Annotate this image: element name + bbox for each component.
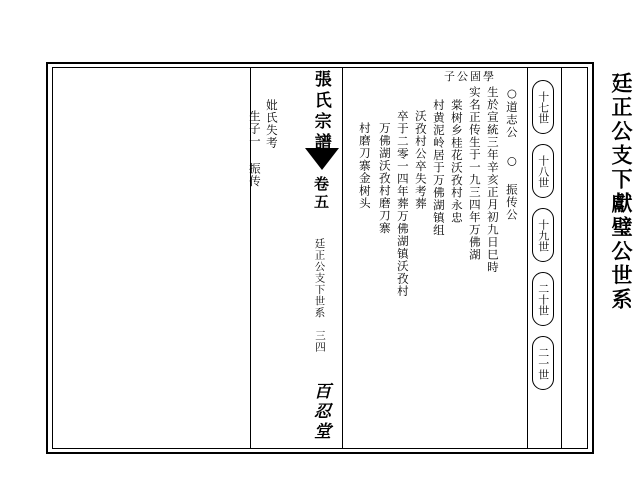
genealogy-column-6: 村黄泥岭居于万佛湖镇组 xyxy=(431,99,446,237)
generation-box-18 xyxy=(532,144,554,198)
genealogy-column-4: 实名正传生于一九三四年万佛湖 xyxy=(467,86,482,261)
page-title: 廷正公支下獻璧公世系 xyxy=(609,72,634,312)
top-note: 子公固學 xyxy=(444,70,496,83)
spine-book-title-text: 張氏宗譜 xyxy=(310,70,331,154)
generation-label: 十八世 xyxy=(536,154,550,188)
spine-section-text: 廷正公支下世系 xyxy=(313,238,326,319)
genealogy-column-7: 沃孜村公卒失考葬 xyxy=(413,110,428,210)
genealogy-column-11: 妣氏失考 xyxy=(264,99,279,149)
generation-label: 十九世 xyxy=(536,218,550,252)
genealogy-column-5: 棠树乡桂花沃孜村永忠 xyxy=(449,99,464,224)
genealogy-column-3: 生於宣統三年辛亥正月初九日巳時 xyxy=(485,86,500,274)
fish-tail-ornament xyxy=(305,148,339,170)
genealogy-column-12: 生子一 振传 xyxy=(247,110,262,188)
spine-section xyxy=(313,238,335,319)
generation-label: 十七世 xyxy=(536,90,550,124)
spine-page-number xyxy=(313,330,335,353)
generation-box-20 xyxy=(532,272,554,326)
genealogy-column-2: ○道志公 ○ 振传公 xyxy=(504,86,519,221)
spine-volume xyxy=(311,176,337,212)
generation-box-17 xyxy=(532,80,554,134)
generation-box-21 xyxy=(532,336,554,390)
generation-box-19 xyxy=(532,208,554,262)
genealogy-column-10: 村磨刀寨金树头 xyxy=(357,122,372,210)
generation-label: 二十世 xyxy=(536,282,550,316)
spine-book-title xyxy=(311,70,337,154)
column-divider-2 xyxy=(342,67,343,449)
spine-page-number-text: 三四 xyxy=(314,330,326,353)
spine-volume-text: 卷五 xyxy=(312,176,330,212)
generation-label: 二一世 xyxy=(536,346,550,380)
spine-hall-name-text: 百忍堂 xyxy=(310,382,330,442)
generation-column xyxy=(532,80,558,400)
genealogy-column-9: 万佛湖沃孜村磨刀寨 xyxy=(377,122,392,235)
column-divider-4 xyxy=(561,67,562,449)
spine-hall-name xyxy=(308,382,340,442)
blank-region xyxy=(53,68,250,448)
column-divider-3 xyxy=(527,67,528,449)
genealogy-column-8: 卒于二零一四年葬万佛湖镇沃孜村 xyxy=(395,110,410,298)
